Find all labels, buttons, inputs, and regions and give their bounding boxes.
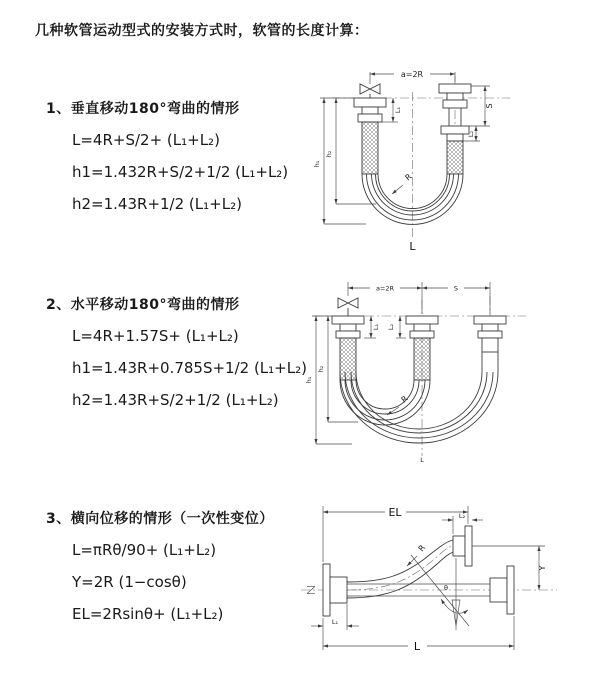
formula: L=4R+1.57S+ (L₁+L₂) xyxy=(72,327,239,345)
dim-label-h2: h₂ xyxy=(317,365,325,373)
l2-dimension xyxy=(442,512,483,534)
formula: h2=1.43R+1/2 (L₁+L₂) xyxy=(72,195,242,213)
dim-label-s: S xyxy=(453,284,459,293)
l-dimension xyxy=(323,616,514,653)
formula: EL=2Rsinθ+ (L₁+L₂) xyxy=(72,605,224,623)
braided-hose-left xyxy=(340,338,356,380)
dim-label-h1: h₁ xyxy=(313,160,321,168)
section-2-heading: 2、水平移动180°弯曲的情形 xyxy=(46,297,240,313)
phantom-straight-hose xyxy=(347,584,490,596)
diagram-horizontal-180-bend xyxy=(300,276,542,470)
dim-label-h1: h₁ xyxy=(305,376,313,384)
left-flange xyxy=(332,316,364,338)
section-lateral-displacement xyxy=(46,508,316,630)
dim-label-el: EL xyxy=(388,506,402,519)
dim-label-l-total: L xyxy=(420,456,424,464)
l2-dimension xyxy=(387,316,406,338)
section-1-formulas xyxy=(46,124,316,220)
dim-label-y: Y xyxy=(538,565,547,571)
theta-angle-construction xyxy=(411,555,469,630)
diagram-lateral-displacement xyxy=(293,498,567,662)
dim-label-theta: θ xyxy=(444,584,448,592)
el-dimension xyxy=(323,506,468,562)
dim-label-h2: h₂ xyxy=(325,150,333,158)
valve-icon xyxy=(360,84,380,98)
s-curve-hose xyxy=(347,540,453,598)
dim-label-r: R xyxy=(416,543,428,554)
right-flange-displaced xyxy=(474,316,506,372)
dim-label-l1: L₁ xyxy=(372,323,380,331)
formula: h1=1.43R+0.785S+1/2 (L₁+L₂) xyxy=(72,359,307,377)
section-3-heading: 3、横向位移的情形（一次性变位） xyxy=(46,511,274,527)
s-dimension xyxy=(469,86,494,126)
left-flange xyxy=(354,98,386,122)
formula: Y=2R (1−cosθ) xyxy=(72,573,187,591)
left-flange xyxy=(323,564,347,616)
braided-hose-right xyxy=(447,141,463,174)
dim-label-l-total: L xyxy=(413,640,421,653)
valve-icon xyxy=(338,298,358,316)
formula: L=4R+S/2+ (L₁+L₂) xyxy=(72,131,220,149)
section-horizontal-movement xyxy=(46,294,316,416)
l1-dimension xyxy=(364,316,380,338)
diagram-vertical-180-bend xyxy=(308,64,530,258)
dim-label-l2: L₂ xyxy=(387,323,395,331)
dim-label-r: R xyxy=(399,394,410,405)
section-3-formulas xyxy=(46,534,316,630)
middle-flange xyxy=(406,316,438,338)
dim-label-r: R xyxy=(403,172,414,183)
right-flange-original xyxy=(490,566,514,614)
section-2-formulas xyxy=(46,320,316,416)
formula: h1=1.432R+S/2+1/2 (L₁+L₂) xyxy=(72,163,289,181)
dim-label-l-total: L xyxy=(409,240,416,253)
dim-label-l1: L₁ xyxy=(394,106,402,114)
dim-label-a2r: a=2R xyxy=(400,70,424,79)
section-1-heading: 1、垂直移动180°弯曲的情形 xyxy=(46,101,240,117)
dim-label-s: S xyxy=(485,103,494,109)
braided-hose-middle xyxy=(414,338,430,380)
dim-label-a2r: a=2R xyxy=(375,284,395,293)
dim-label-l2: L₂ xyxy=(458,512,466,520)
dim-label-l1: L₁ xyxy=(331,618,339,626)
formula: L=πRθ/90+ (L₁+L₂) xyxy=(72,541,217,559)
formula: h2=1.43R+S/2+1/2 (L₁+L₂) xyxy=(72,391,279,409)
section-vertical-movement xyxy=(46,98,316,220)
top-width-dimension xyxy=(370,70,455,84)
l1-dimension xyxy=(311,604,359,630)
dim-label-l2: L₂ xyxy=(467,130,475,138)
page-title: 几种软管运动型式的安装方式时，软管的长度计算： xyxy=(35,23,369,39)
top-width-dimension xyxy=(348,282,490,314)
radius-callout xyxy=(392,172,414,194)
braided-hose-left xyxy=(362,122,378,174)
